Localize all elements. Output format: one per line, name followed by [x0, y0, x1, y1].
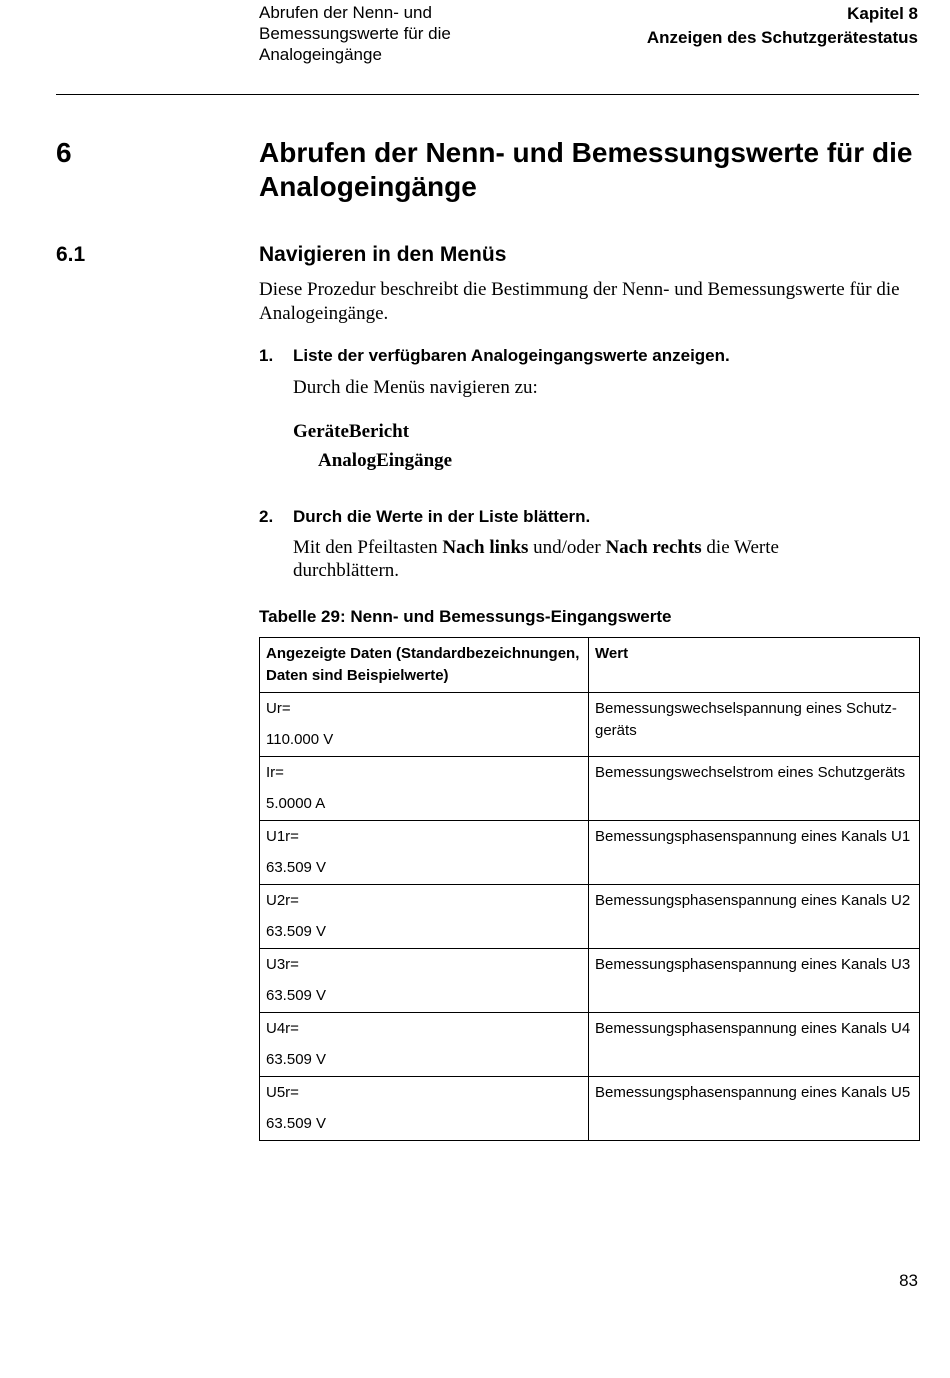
subsection-number: 6.1 — [56, 243, 86, 266]
table-row — [260, 693, 920, 757]
running-header-line: Bemessungswerte für die — [259, 24, 451, 43]
section-title: Abrufen der Nenn- und Bemessungswerte für die Analogeingänge — [259, 137, 913, 202]
cell-label: U2r= — [266, 892, 299, 909]
description-cell: Bemessungswechselspannung eines Schutzgeräts — [589, 693, 920, 757]
section-number: 6 — [56, 137, 72, 168]
column-header-value: Wert — [589, 638, 920, 693]
cell-value: 110.000 V — [266, 731, 334, 748]
cell-label: U4r= — [266, 1020, 299, 1037]
running-header-chapter — [558, 2, 918, 50]
cell-value: 63.509 V — [266, 1051, 327, 1068]
cell-value: 63.509 V — [266, 859, 327, 876]
header-divider — [56, 94, 919, 95]
cell-value: 63.509 V — [266, 987, 327, 1004]
cell-label: U5r= — [266, 1084, 299, 1101]
menu-path-level-2: AnalogEingänge — [318, 450, 453, 471]
page-number: 83 — [899, 1271, 918, 1290]
cell-label: U1r= — [266, 828, 299, 845]
data-cell — [260, 757, 589, 821]
subsection-title: Navigieren in den Menüs — [259, 243, 507, 266]
description-cell: Bemessungsphasenspannung eines Kanals U2 — [589, 885, 920, 949]
step-text-part: und/oder — [528, 537, 606, 558]
table-caption: Tabelle 29: Nenn- und Bemessungs-Eingangswerte — [259, 607, 672, 626]
intro-paragraph: Diese Prozedur beschreibt die Bestimmung der Nenn- und Bemessungswerte für die Analogeingänge. — [259, 279, 900, 324]
table-row — [260, 949, 920, 1013]
data-cell — [260, 885, 589, 949]
cell-value: 5.0000 A — [266, 795, 326, 812]
running-header-section — [259, 2, 559, 65]
cell-value: 63.509 V — [266, 923, 327, 940]
menu-path-level-1: GeräteBericht — [293, 421, 410, 442]
description-cell: Bemessungsphasenspannung eines Kanals U4 — [589, 1013, 920, 1077]
table-row — [260, 1013, 920, 1077]
cell-value: 63.509 V — [266, 1115, 327, 1132]
data-cell — [260, 949, 589, 1013]
table-row — [260, 885, 920, 949]
column-header-displayed-data: Angezeigte Daten (Standardbezeichnungen, Daten sind Beispielwerte) — [260, 638, 589, 693]
data-cell — [260, 693, 589, 757]
step-text-part: Mit den Pfeiltasten — [293, 537, 443, 558]
step-title: Liste der verfügbaren Analogeingangswerte anzeigen. — [293, 346, 730, 365]
description-cell: Bemessungsphasenspannung eines Kanals U3 — [589, 949, 920, 1013]
key-name-left: Nach links — [442, 537, 529, 558]
data-cell — [260, 821, 589, 885]
step-text-part: die Werte durchblättern. — [293, 537, 779, 581]
table-row — [260, 757, 920, 821]
table-header-row — [260, 638, 920, 693]
step-title: Durch die Werte in der Liste blättern. — [293, 507, 591, 526]
chapter-title: Anzeigen des Schutzgerätestatus — [646, 28, 918, 47]
data-cell — [260, 1077, 589, 1141]
cell-label: U3r= — [266, 956, 299, 973]
cell-label: Ir= — [266, 764, 284, 781]
step-text: Durch die Menüs navigieren zu: — [293, 377, 538, 398]
table-row — [260, 1077, 920, 1141]
chapter-label: Kapitel 8 — [847, 4, 918, 23]
key-name-right: Nach rechts — [605, 537, 702, 558]
cell-label: Ur= — [266, 700, 291, 717]
running-header-line: Abrufen der Nenn- und — [259, 3, 432, 22]
description-cell: Bemessungswechselstrom eines Schutzgeräts — [589, 757, 920, 821]
values-table — [259, 637, 920, 1141]
table-row — [260, 821, 920, 885]
description-cell: Bemessungsphasenspannung eines Kanals U1 — [589, 821, 920, 885]
step-text — [293, 536, 813, 582]
step-number: 2. — [259, 507, 274, 526]
step-number: 1. — [259, 346, 274, 365]
data-cell — [260, 1013, 589, 1077]
description-cell: Bemessungsphasenspannung eines Kanals U5 — [589, 1077, 920, 1141]
running-header-line: Analogeingänge — [259, 45, 382, 64]
